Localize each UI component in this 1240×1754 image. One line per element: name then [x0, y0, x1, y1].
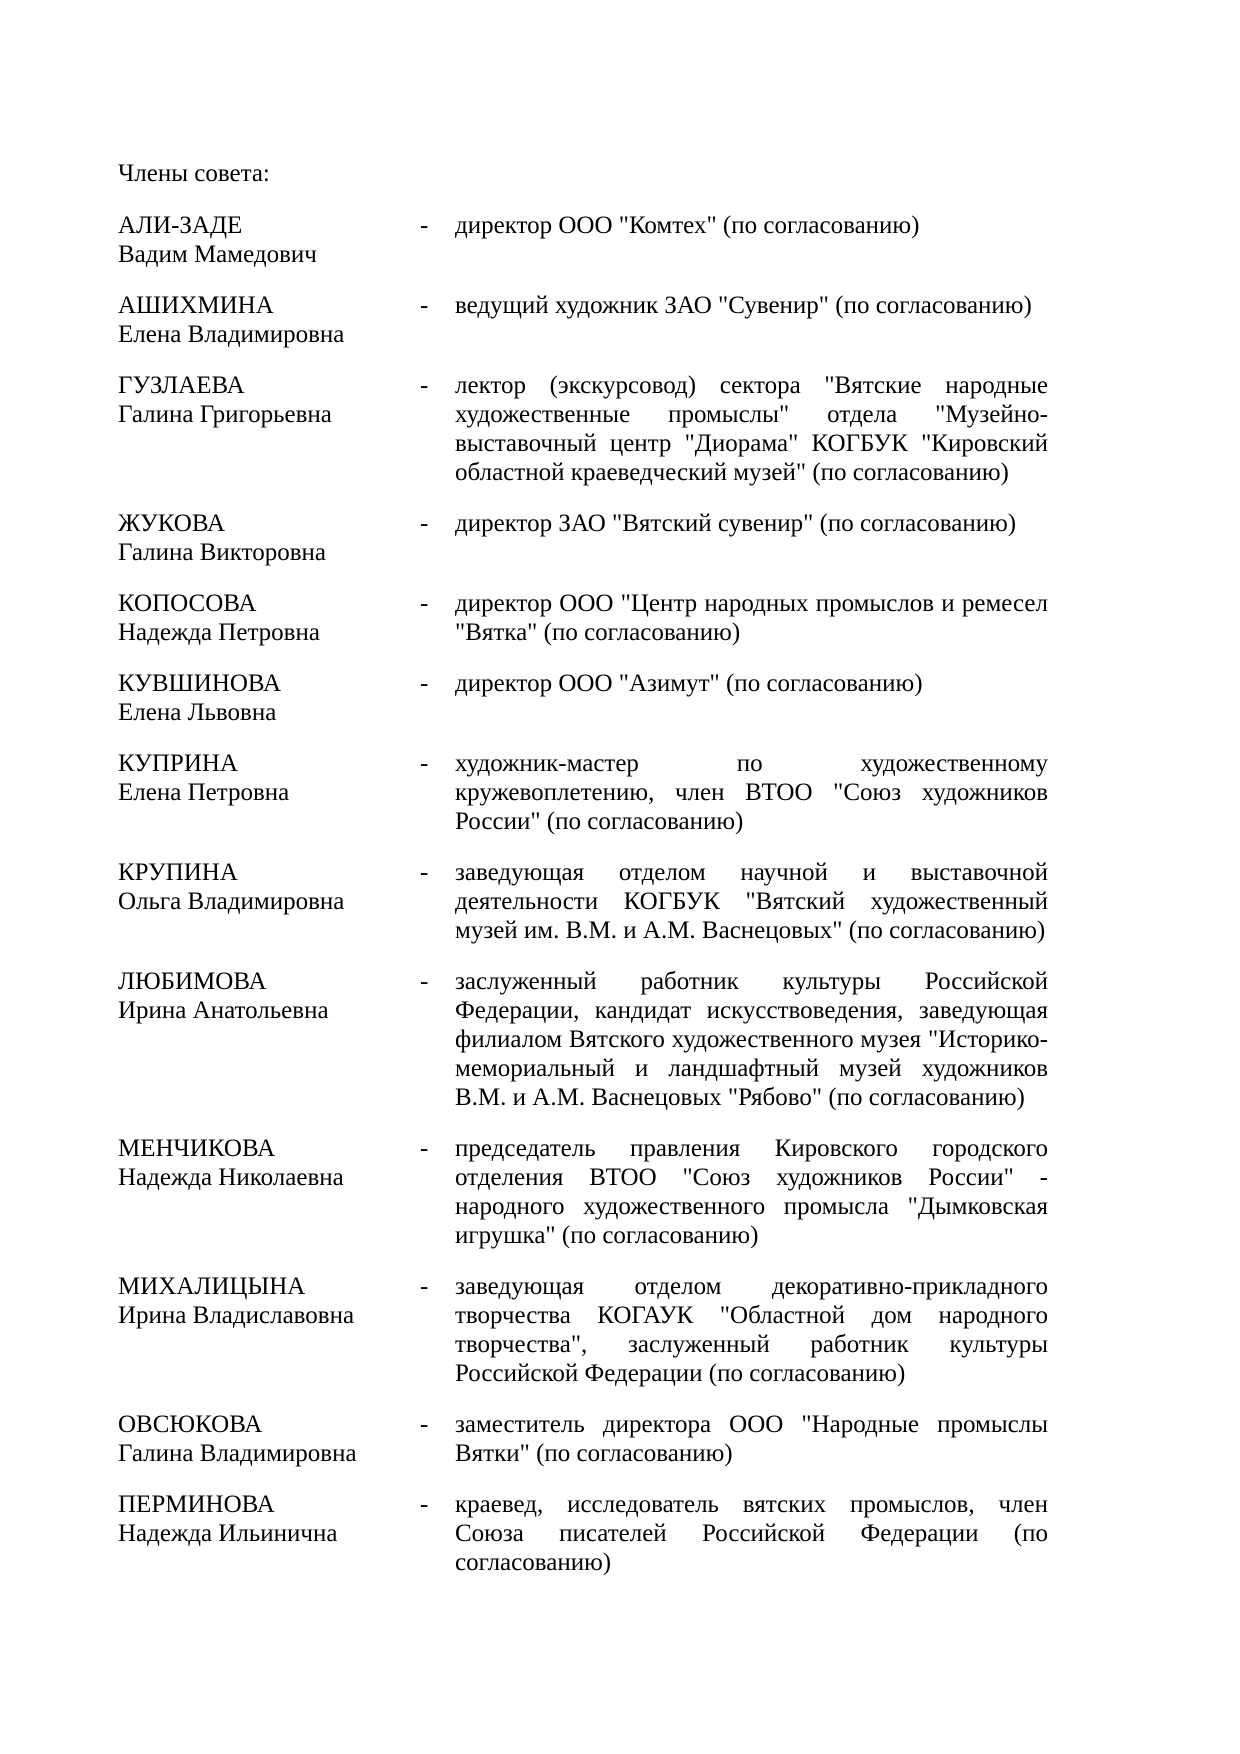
member-given-names: Надежда Ильинична	[118, 1520, 338, 1547]
member-role: директор ЗАО "Вятский сувенир" (по согласованию)	[455, 510, 1017, 537]
member-given-names: Галина Викторовна	[118, 539, 326, 566]
page-title: Члены совета:	[118, 160, 270, 187]
member-given-names: Елена Владимировна	[118, 321, 345, 348]
member-surname: ОВСЮКОВА	[118, 1411, 263, 1438]
member-surname: КРУПИНА	[118, 859, 238, 886]
member-name	[118, 669, 420, 727]
member-surname: ЛЮБИМОВА	[118, 968, 267, 995]
member-given-names: Ольга Владимировна	[118, 888, 345, 915]
member-row	[118, 1490, 1048, 1577]
member-role: художник-мастер по художественному кружевоплетению, член ВТОО "Союз художников России" (по согласованию)	[455, 750, 1048, 835]
member-role: заведующая отделом декоративно-прикладного творчества КОГАУК "Областной дом народного творчества", заслуженный работник культуры Российской Федерации (по согласованию)	[455, 1273, 1048, 1387]
member-role: заместитель директора ООО "Народные промыслы Вятки" (по согласованию)	[455, 1411, 1048, 1467]
member-row	[118, 509, 1048, 567]
member-row	[118, 1272, 1048, 1388]
member-surname: АЛИ-ЗАДЕ	[118, 212, 243, 239]
member-surname: МИХАЛИЦЫНА	[118, 1273, 306, 1300]
separator-dash: -	[420, 968, 429, 995]
member-name	[118, 509, 420, 567]
member-given-names: Вадим Мамедович	[118, 241, 317, 268]
member-role: председатель правления Кировского городского отделения ВТОО "Союз художников России" - народного художественного промысла "Дымковская игрушка" (по согласованию)	[455, 1135, 1048, 1249]
member-name	[118, 211, 420, 269]
member-row	[118, 211, 1048, 269]
separator-dash: -	[420, 590, 429, 617]
member-given-names: Надежда Николаевна	[118, 1164, 344, 1191]
member-row	[118, 291, 1048, 349]
member-name	[118, 1134, 420, 1192]
member-surname: АШИХМИНА	[118, 292, 274, 319]
separator-dash: -	[420, 292, 429, 319]
member-role: директор ООО "Центр народных промыслов и ремесел "Вятка" (по согласованию)	[455, 590, 1048, 646]
member-name	[118, 1490, 420, 1548]
member-role: заслуженный работник культуры Российской Федерации, кандидат искусствоведения, заведующая филиалом Вятского художественного музея "Историко-мемориальный и ландшафтный музей художников В.М. и А.М. Васнецовых "Рябово" (по согласованию)	[455, 968, 1048, 1111]
member-surname: МЕНЧИКОВА	[118, 1135, 276, 1162]
member-row	[118, 858, 1048, 945]
member-row	[118, 589, 1048, 647]
member-surname: КУПРИНА	[118, 750, 238, 777]
member-row	[118, 371, 1048, 487]
member-surname: ЖУКОВА	[118, 510, 226, 537]
member-role: ведущий художник ЗАО "Сувенир" (по согласованию)	[455, 292, 1032, 319]
separator-dash: -	[420, 750, 429, 777]
member-given-names: Елена Львовна	[118, 699, 277, 726]
separator-dash: -	[420, 1491, 429, 1518]
separator-dash: -	[420, 372, 429, 399]
member-name	[118, 1410, 420, 1468]
member-given-names: Надежда Петровна	[118, 619, 320, 646]
member-role: директор ООО "Комтех" (по согласованию)	[455, 212, 920, 239]
member-role: заведующая отделом научной и выставочной деятельности КОГБУК "Вятский художественный музей им. В.М. и А.М. Васнецовых" (по согласованию)	[455, 859, 1048, 944]
separator-dash: -	[420, 859, 429, 886]
member-role: краевед, исследователь вятских промыслов, член Союза писателей Российской Федерации (по согласованию)	[455, 1491, 1048, 1576]
separator-dash: -	[420, 1411, 429, 1438]
separator-dash: -	[420, 670, 429, 697]
member-row	[118, 669, 1048, 727]
separator-dash: -	[420, 1135, 429, 1162]
member-given-names: Елена Петровна	[118, 779, 290, 806]
member-surname: ГУЗЛАЕВА	[118, 372, 245, 399]
member-row	[118, 749, 1048, 836]
member-given-names: Галина Григорьевна	[118, 401, 332, 428]
member-name	[118, 967, 420, 1025]
separator-dash: -	[420, 1273, 429, 1300]
member-surname: ПЕРМИНОВА	[118, 1491, 275, 1518]
member-name	[118, 749, 420, 807]
member-name	[118, 858, 420, 916]
member-row	[118, 967, 1048, 1112]
member-row	[118, 1134, 1048, 1250]
member-name	[118, 1272, 420, 1330]
member-surname: КОПОСОВА	[118, 590, 257, 617]
member-name	[118, 371, 420, 429]
member-row	[118, 1410, 1048, 1468]
member-surname: КУВШИНОВА	[118, 670, 282, 697]
member-name	[118, 589, 420, 647]
member-given-names: Ирина Владиславовна	[118, 1302, 355, 1329]
member-given-names: Ирина Анатольевна	[118, 997, 329, 1024]
member-role: директор ООО "Азимут" (по согласованию)	[455, 670, 923, 697]
member-given-names: Галина Владимировна	[118, 1440, 357, 1467]
member-name	[118, 291, 420, 349]
member-role: лектор (экскурсовод) сектора "Вятские народные художественные промыслы" отдела "Музейно-выставочный центр "Диорама" КОГБУК "Кировский областной краеведческий музей" (по согласованию)	[455, 372, 1048, 486]
separator-dash: -	[420, 212, 429, 239]
separator-dash: -	[420, 510, 429, 537]
